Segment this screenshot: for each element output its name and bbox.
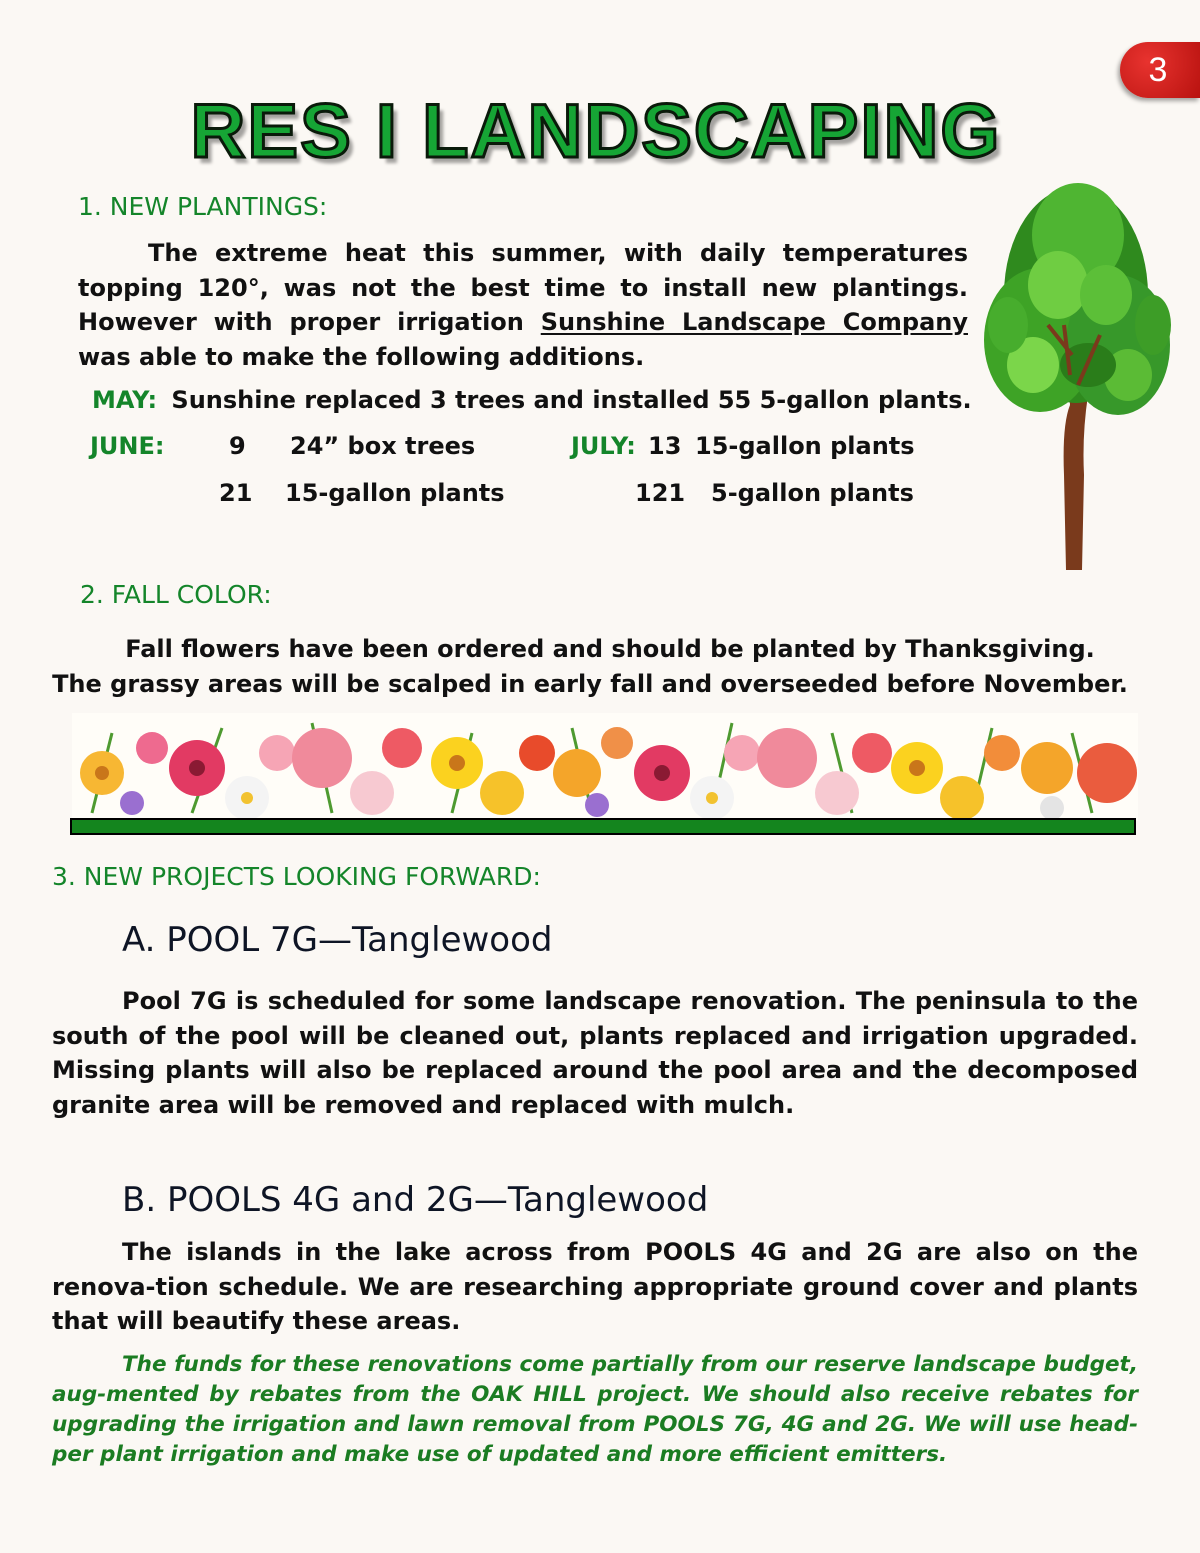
pools-4g-2g-paragraph [52, 1235, 1138, 1339]
section1-text-end: was able to make the following additions. [78, 342, 645, 371]
june-qty-2: 21 [219, 479, 253, 507]
section1-paragraph [78, 236, 968, 374]
june-item-1: 24” box trees [290, 432, 476, 460]
june-label: JUNE: [90, 432, 165, 460]
july-label: JULY: [571, 432, 636, 460]
page-number-badge: 3 [1120, 42, 1200, 98]
june-qty-1: 9 [229, 432, 246, 460]
july-qty-2: 121 [635, 479, 686, 507]
tree-illustration [978, 175, 1174, 570]
pool-7g-title: A. POOL 7G—Tanglewood [122, 920, 553, 960]
pools-4g-2g-title: B. POOLS 4G and 2G—Tanglewood [122, 1180, 709, 1220]
sunshine-company-name: Sunshine Landscape Company [540, 308, 968, 336]
may-line [92, 386, 972, 414]
section1-heading: 1. NEW PLANTINGS: [78, 192, 328, 221]
fall-color-line-2: The grassy areas will be scalped in early fall and overseeded before November. [52, 670, 1128, 698]
section3-heading: 3. NEW PROJECTS LOOKING FORWARD: [52, 862, 541, 891]
may-text: Sunshine replaced 3 trees and installed 55 5-gallon plants. [171, 386, 972, 414]
pools-4g-2g-text: The islands in the lake across from POOLS 4G and 2G are also on the renova-tion schedule. We are researching appropriate ground cover and plants that will beautify these areas. [52, 1238, 1138, 1335]
section2-heading: 2. FALL COLOR: [80, 580, 272, 609]
flower-border-illustration [72, 713, 1138, 821]
fall-color-line-1: Fall flowers have been ordered and should be planted by Thanksgiving. [125, 635, 1095, 663]
may-label: MAY: [92, 386, 158, 414]
funding-note [52, 1350, 1138, 1470]
pool-7g-paragraph [52, 984, 1138, 1122]
section1-text-start: The extreme heat this summer, with daily temperatures topping 120°, was not the best time to install new plantings. However with proper irrigation [78, 239, 968, 336]
july-qty-1: 13 [648, 432, 682, 460]
june-item-2: 15-gallon plants [285, 479, 505, 507]
july-item-2: 5-gallon plants [711, 479, 914, 507]
funding-note-text: The funds for these renovations come partially from our reserve landscape budget, aug-mented by rebates from the OAK HILL project. We should also receive rebates for upgrading the irrigation and lawn removal from POOLS 7G, 4G and 2G. We will use head-per plant irrigation and make use of updated and more efficient emitters. [52, 1352, 1138, 1467]
july-item-1: 15-gallon plants [695, 432, 915, 460]
tree-foliage [984, 183, 1171, 415]
green-divider-bar [70, 818, 1136, 835]
pool-7g-text: Pool 7G is scheduled for some landscape renovation. The peninsula to the south of the pool will be cleaned out, plants replaced and irrigation upgraded. Missing plants will also be replaced around the pool area and the decomposed granite area will be removed and replaced with mulch. [52, 987, 1138, 1119]
page-title: RES I LANDSCAPING [190, 89, 1002, 174]
